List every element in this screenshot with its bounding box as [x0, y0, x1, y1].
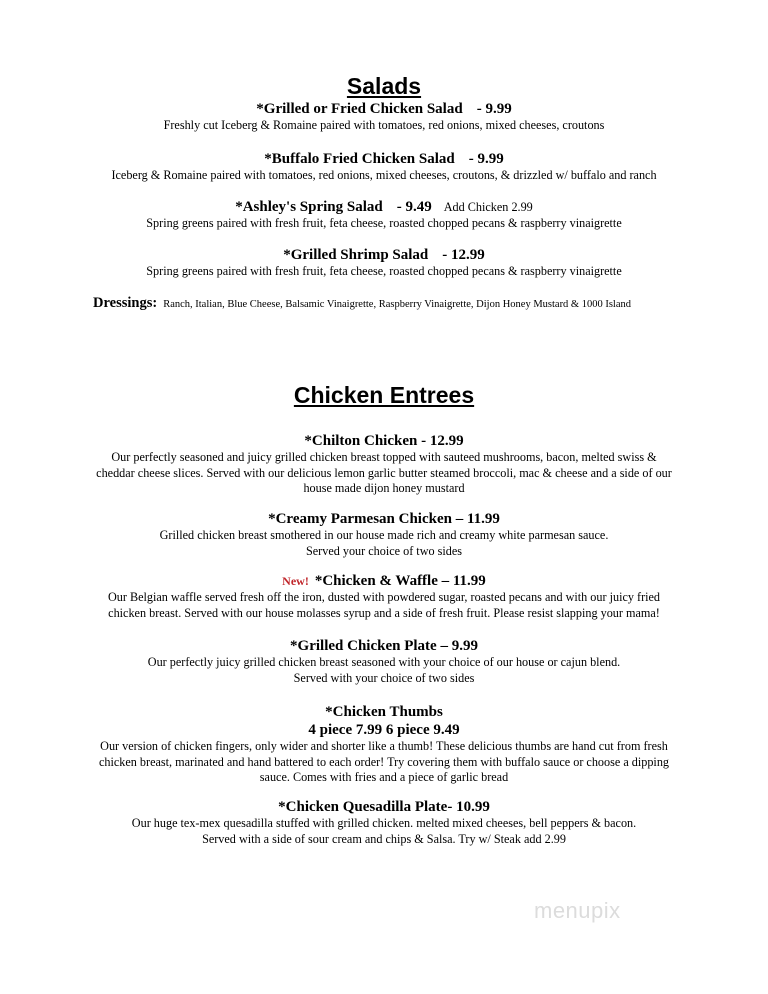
item-description-line: Served with a side of sour cream and chips & Salsa. Try w/ Steak add 2.99: [202, 831, 566, 846]
item-name: *Chicken Thumbs: [325, 704, 443, 720]
chicken-item-chicken-waffle: [0, 572, 768, 621]
chicken-item-chilton: [0, 432, 768, 497]
chicken-item-quesadilla-plate: [0, 798, 768, 847]
salad-item-buffalo-fried-chicken: [0, 150, 768, 184]
salad-item-grilled-shrimp: [0, 246, 768, 280]
chicken-entrees-heading: Chicken Entrees: [293, 382, 475, 408]
dressings-label: Dressings:: [93, 295, 158, 311]
salad-item-ashleys-spring: [0, 198, 768, 232]
item-description-line: Our perfectly juicy grilled chicken breast seasoned with your choice of our house or cajun blend.: [147, 655, 621, 669]
item-description-line: sauce. Comes with fries and a piece of garlic bread: [259, 770, 509, 784]
item-description-line: Our perfectly seasoned and juicy grilled chicken breast topped with sauteed mushrooms, bacon, melted swiss &: [111, 450, 657, 464]
item-prices: 4 piece 7.99 6 piece 9.49: [308, 722, 460, 738]
item-name: *Grilled Shrimp Salad: [283, 247, 429, 263]
item-description: Spring greens paired with fresh fruit, feta cheese, roasted chopped pecans & raspberry vinaigrette: [146, 264, 622, 278]
item-name: *Grilled Chicken Plate – 9.99: [290, 638, 478, 654]
item-price: - 9.49: [396, 199, 432, 215]
item-description-line: chicken breast. Served with our house molasses syrup and a side of fresh fruit. Please resist slapping your mama!: [108, 605, 660, 620]
item-description-line: cheddar cheese slices. Served with our delicious lemon garlic butter steamed broccoli, mac & cheese and a side of our: [96, 465, 672, 480]
item-name: *Creamy Parmesan Chicken – 11.99: [268, 511, 500, 527]
item-description-line: Our huge tex-mex quesadilla stuffed with grilled chicken. melted mixed cheeses, bell peppers & bacon.: [131, 816, 637, 830]
salad-item-grilled-fried-chicken: [0, 100, 768, 134]
item-name: *Chicken Quesadilla Plate- 10.99: [278, 799, 490, 815]
dressings-line: [93, 294, 753, 312]
chicken-item-creamy-parmesan: [0, 510, 768, 559]
item-description: Spring greens paired with fresh fruit, feta cheese, roasted chopped pecans & raspberry vinaigrette: [146, 216, 622, 230]
menupix-watermark: menupix: [534, 898, 621, 923]
item-name: *Ashley's Spring Salad: [235, 199, 383, 215]
item-name: *Chilton Chicken - 12.99: [304, 433, 464, 449]
item-description-line: Served your choice of two sides: [305, 543, 463, 558]
item-description-line: house made dijon honey mustard: [303, 481, 465, 495]
item-description-line: Grilled chicken breast smothered in our house made rich and creamy white parmesan sauce.: [159, 528, 609, 542]
item-description-line: chicken breast, marinated and hand battered to each order! Try covering them with buffalo sauce or choose a dipping: [98, 754, 670, 769]
chicken-item-thumbs: [0, 703, 768, 786]
item-description-line: Our version of chicken fingers, only wider and shorter like a thumb! These delicious thumbs are hand cut from fresh: [100, 739, 668, 753]
item-name: *Chicken & Waffle – 11.99: [314, 573, 486, 589]
dressings-list: Ranch, Italian, Blue Cheese, Balsamic Vinaigrette, Raspberry Vinaigrette, Dijon Honey Mustard & 1000 Island: [163, 299, 632, 310]
item-price: - 12.99: [442, 247, 485, 263]
new-badge: New!: [282, 574, 309, 588]
item-description-line: Our Belgian waffle served fresh off the iron, dusted with powdered sugar, roasted pecans and with our juicy fried: [107, 590, 661, 604]
chicken-item-grilled-plate: [0, 637, 768, 686]
item-addon: Add Chicken 2.99: [443, 200, 533, 214]
item-name: *Buffalo Fried Chicken Salad: [264, 151, 455, 167]
item-price: - 9.99: [468, 151, 504, 167]
salads-heading: Salads: [346, 73, 422, 99]
item-description: Iceberg & Romaine paired with tomatoes, red onions, mixed cheeses, croutons, & drizzled w/ buffalo and ranch: [111, 168, 657, 182]
item-description: Freshly cut Iceberg & Romaine paired with tomatoes, red onions, mixed cheeses, croutons: [163, 118, 605, 132]
item-price: - 9.99: [476, 101, 512, 117]
item-description-line: Served with your choice of two sides: [293, 670, 475, 685]
item-name: *Grilled or Fried Chicken Salad: [256, 101, 463, 117]
